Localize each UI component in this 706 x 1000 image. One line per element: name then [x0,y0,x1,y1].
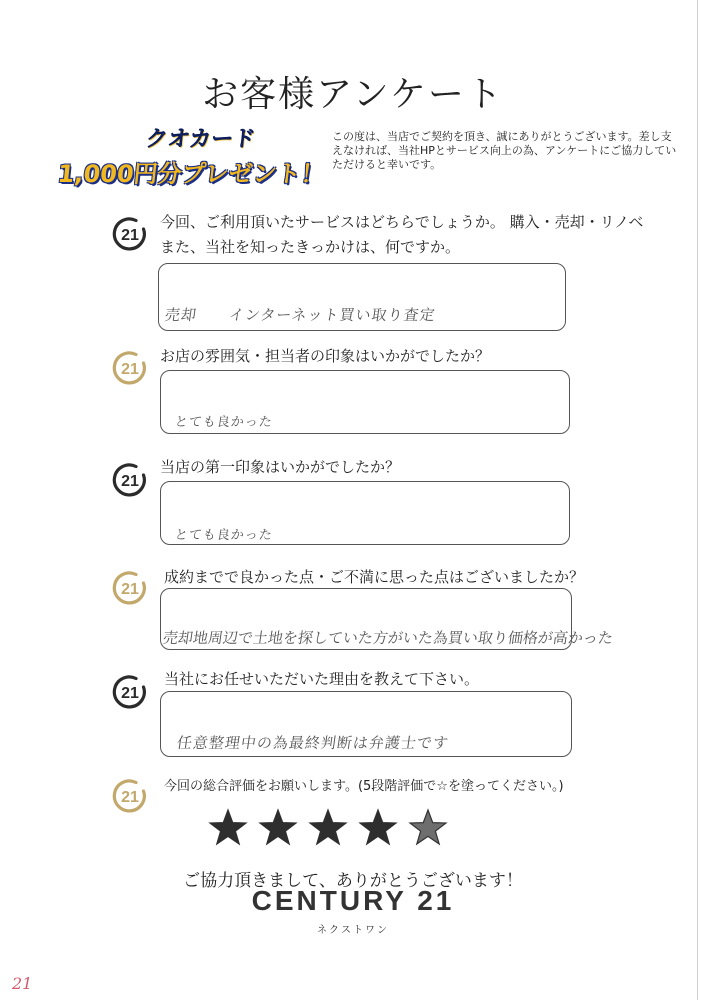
question-2: お店の雰囲気・担当者の印象はいかがでしたか？ [160,347,491,365]
star-filled-icon[interactable] [208,808,248,848]
page-title: お客様アンケート [202,74,504,115]
intro-text: この度は、当店でご契約を頂き、誠にありがとうございます。差し支えなければ、当社HPとサービス向上の為、アンケートにご協力していただけると幸いです。 [332,130,677,171]
svg-text:21: 21 [121,685,139,702]
star-filled-icon[interactable] [308,808,348,848]
rating-stars [208,808,468,848]
century21-badge-icon [112,462,148,498]
thanks-text: ご協力頂きまして、ありがとうございます！ [183,871,523,891]
answer-box-4 [160,588,615,650]
century21-badge-icon [112,350,148,386]
scan-edge-line [697,0,698,1000]
century21-badge-icon [112,570,148,606]
answer-2-text: とても良かった [173,415,274,430]
question-3: 当店の第一印象はいかがでしたか？ [160,458,401,476]
answer-box-5 [160,691,572,757]
answer-4-text: 売却地周辺で土地を探していた方がいた為買い取り価格が高かった [161,629,615,647]
svg-text:21: 21 [121,581,139,598]
answer-box-1 [158,263,566,331]
century21-badge-icon [112,674,148,710]
handwritten-page-number: 21 [12,974,33,993]
star-filled-icon[interactable] [358,808,398,848]
answer-3-text: とても良かった [173,528,274,543]
answer-1-text: 売却 インターネット買い取り査定 [163,306,437,324]
promo-banner [58,120,328,190]
question-1-line1: 今回、ご利用頂いたサービスはどちらでしょうか。 購入・売却・リノベ [160,213,644,231]
answer-box-2 [160,370,570,434]
promo-line1: クオカード [144,127,257,152]
century21-badge-icon [112,216,148,252]
svg-text:21: 21 [121,789,139,806]
century21-badge-icon [112,778,148,814]
brand-subtitle: ネクストワン [317,925,389,936]
svg-text:21: 21 [121,473,139,490]
star-filled-icon[interactable] [258,808,298,848]
star-empty-icon[interactable] [408,808,448,848]
answer-5-text: 任意整理中の為最終判断は弁護士です [175,734,451,752]
brand-logo: CENTURY 21 [251,885,455,916]
question-6: 今回の総合評価をお願いします。(5段階評価で☆を塗ってください。) [164,779,564,794]
svg-text:21: 21 [121,227,139,244]
question-5: 当社にお任せいただいた理由を教えて下さい。 [164,670,480,688]
svg-text:21: 21 [121,361,139,378]
question-4: 成約までで良かった点・ご不満に思った点はございましたか？ [164,568,585,586]
question-1-line2: また、当社を知ったきっかけは、何ですか。 [160,238,461,256]
promo-line2: 1,000円分プレゼント！ [56,160,327,188]
answer-box-3 [160,481,570,545]
